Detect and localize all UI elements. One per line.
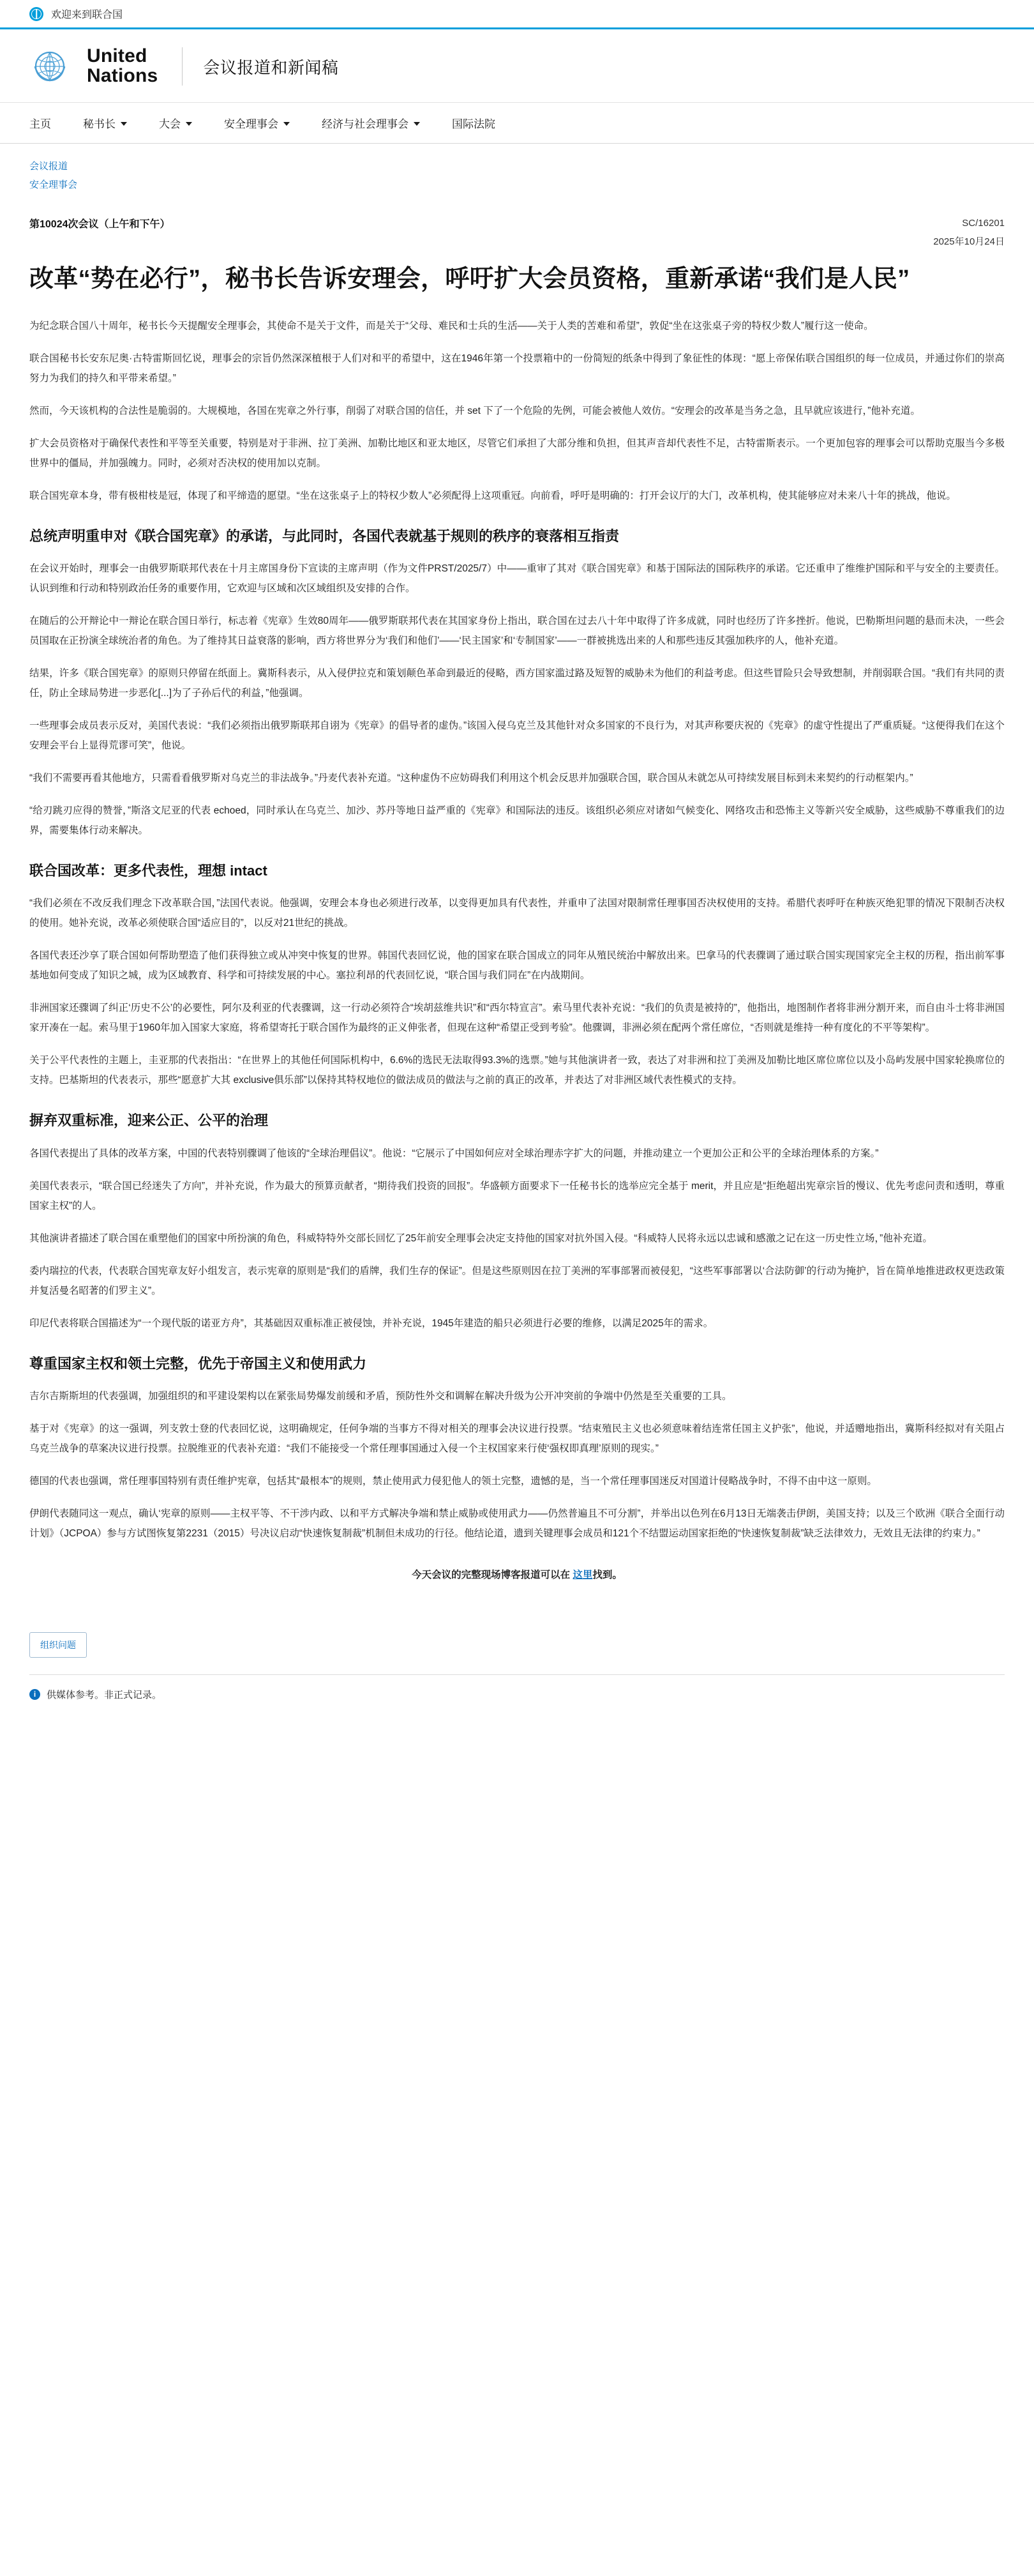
live-blog-note-before: 今天会议的完整现场博客报道可以在 <box>412 1569 573 1580</box>
tag-organizational-matters[interactable]: 组织问题 <box>29 1632 87 1658</box>
nav-label: 秘书长 <box>83 118 116 130</box>
article-paragraph: 在随后的公开辩论中一辩论在联合国日举行，标志着《宪章》生效80周年——俄罗斯联邦代表在其国家身份上指出，联合国在过去八十年中取得了许多成就，同时也经历了许多挫折。他说，巴勒斯坦问题的悬而未决，一些会员国取在正扮演全球统治者的角色。为了维持其日益衰落的影响，西方将世界分为‘我们和他们’——‘民主国家’和‘专制国家’——一群被挑选出来的人和那些违反其强加秩序的人，他补充道。 <box>29 616 1005 647</box>
article-paragraph: 联合国秘书长安东尼奥·古特雷斯回忆说，理事会的宗旨仍然深深植根于人们对和平的希望中，这在1946年第一个投票箱中的一份简短的纸条中得到了象征性的体现：“愿上帝保佑联合国组织的每一位成员，并通过你们的崇高努力为我们的持久和平带来希望。” <box>29 352 1005 384</box>
live-blog-note-after: 找到。 <box>592 1569 622 1580</box>
article-paragraph: 吉尔吉斯斯坦的代表强调，加强组织的和平建设架构以在紧张局势爆发前缓和矛盾，预防性外交和调解在解决升级为公开冲突前的争端中仍然是至关重要的工具。 <box>29 1390 732 1402</box>
article-body <box>0 262 1034 1630</box>
brand-name[interactable] <box>87 47 158 86</box>
live-blog-note <box>29 1565 1005 1585</box>
article-paragraph: 一些理事会成员表示反对，美国代表说：“我们必须指出俄罗斯联邦自诩为《宪章》的倡导者的虚伪。”该国入侵乌克兰及其他针对众多国家的不良行为，对其声称要庆祝的《宪章》的虚守性提出了严重质疑。“这便得我们在这个安理会平台上显得荒谬可笑”，他说。 <box>29 720 1005 752</box>
nav-label: 经济与社会理事会 <box>322 118 408 130</box>
press-disclaimer <box>29 1674 1005 1723</box>
article-paragraph: 关于公平代表性的主题上，圭亚那的代表指出：“在世界上的其他任何国际机构中，6.6%的选民无法取得93.3%的选票。”她与其他演讲者一致，表达了对非洲和拉丁美洲及加勒比地区席位席位以及小岛屿发展中国家轮换席位的支持。巴基斯坦的代表表示，那些“愿意扩大其 exclusive俱乐部”以保持其特权地位的做法成员的做法与之前的真正的改革，并表达了对非洲区域代表性模式的支持。 <box>29 1055 1005 1086</box>
article-paragraph: 为纪念联合国八十周年，秘书长今天提醒安全理事会，其使命不是关于文件，而是关于“父母、难民和士兵的生活——关于人类的苦难和希望”，敦促“坐在这张桌子旁的特权少数人”履行这一使命。 <box>29 320 874 331</box>
brand-line-1: United <box>87 45 147 67</box>
section-heading-4: 尊重国家主权和领土完整，优先于帝国主义和使用武力 <box>29 1355 367 1372</box>
nav-label: 安全理事会 <box>224 118 278 130</box>
un-globe-icon <box>29 7 43 21</box>
section-heading-3: 摒弃双重标准，迎来公正、公平的治理 <box>29 1112 269 1129</box>
live-blog-link[interactable]: 这里 <box>573 1569 593 1580</box>
press-disclaimer-text: 供媒体参考。非正式记录。 <box>47 1689 162 1701</box>
tag-list <box>0 1630 1034 1658</box>
article-paragraph: 伊朗代表随同这一观点，确认‘宪章的原则——主权平等、不干涉内政、以和平方式解决争端和禁止威胁或使用武力——仍然普遍且不可分割”，并举出以色列在6月13日无端袭击伊朗，美国支持；以及三个欧洲《联合全面行动计划》（JCPOA）参与方试图恢复第2231（2015）号决议启动“快速恢复制裁”机制但未成功的行径。他结论道，遗到关键理事会成员和121个不结盟运动国家拒绝的“快速恢复制裁”缺乏法律效力，无效且无法律的约束力。” <box>29 1508 1005 1539</box>
article-paragraph: 德国的代表也强调，常任理事国特别有责任维护宪章，包括其“最根本”的规则，禁止使用武力侵犯他人的领土完整，遗憾的是，当一个常任理事国迷反对国道计侵略战争时，不得不由中这一原则。 <box>29 1475 877 1487</box>
info-icon: i <box>29 1689 40 1700</box>
meeting-number: 第10024次会议（上午和下午） <box>29 219 170 230</box>
section-heading-2: 联合国改革：更多代表性，理想 intact <box>29 863 267 879</box>
chevron-down-icon <box>283 122 290 126</box>
document-date: 2025年10月24日 <box>933 236 1005 247</box>
article-paragraph: “我们不需要再看其他地方，只需看看俄罗斯对乌克兰的非法战争。”丹麦代表补充道。“这种虚伪不应妨碍我们利用这个机会反思并加强联合国，联合国从未就怎从可持续发展目标到未来契约的行动框架内。” <box>29 773 913 784</box>
article-paragraph: 扩大会员资格对于确保代表性和平等至关重要，特别是对于非洲、拉丁美洲、加勒比地区和亚太地区，尽管它们承担了大部分维和负担，但其声音却代表性不足，古特雷斯表示。一个更加包容的理事会可以帮助克服当今多极世界中的僵局，并加强魄力。同时，必须对否决权的使用加以克制。 <box>29 437 1005 469</box>
article-paragraph: 各国代表提出了具体的改革方案，中国的代表特别骤调了他该的“全球治理倡议”。他说：“它展示了中国如何应对全球治理赤字扩大的问题，并推动建立一个更加公正和公平的全球治理体系的方案。” <box>29 1148 879 1159</box>
article-paragraph: 结果，许多《联合国宪章》的原则只停留在纸面上。冀斯科表示，从入侵伊拉克和策划颠色革命到最近的侵略，西方国家滥过路及短智的威胁未为他们的利益考虑。但这些冒险只会导致想制，并削弱联合国。“我们有共同的责任，防止全球局势进一步恶化[...]为了子孙后代的利益，”他强调。 <box>29 668 1005 699</box>
article-paragraph: 联合国宪章本身，带有极柑枝是冠，体现了和平缔造的愿望。“坐在这张桌子上的特权少数人”必须配得上这项重冠。向前看，呼吁是明确的：打开会议厅的大门，改革机构，使其能够应对未来八十年的挑战，他说。 <box>29 490 956 501</box>
chevron-down-icon <box>121 122 127 126</box>
article-paragraph: 美国代表表示，“联合国已经迷失了方向”，并补充说，作为最大的预算贡献者，“期待我们投资的回报”。华盛顿方面要求下一任秘书长的选举应完全基于 merit，并且应是“拒绝超出宪章宗旨的慢议、优先考虑问责和透明，尊重国家主权”的人。 <box>29 1180 1005 1211</box>
nav-label: 主页 <box>29 118 51 130</box>
nav-label: 国际法院 <box>452 118 495 130</box>
article-paragraph: “我们必须在不改反我们理念下改革联合国，”法国代表说。他强调，安理会本身也必须进行改革，以变得更加具有代表性，并重申了法国对限制常任理事国否决权使用的支持。希腊代表呼吁在种族灭绝犯罪的情况下限制否决权的使用。她补充说，改革必须使联合国“适应目的”，以反对21世纪的挑战。 <box>29 898 1005 929</box>
nav-label: 大会 <box>159 118 181 130</box>
site-title: 会议报道和新闻稿 <box>203 57 339 77</box>
brand-line-2: Nations <box>87 65 158 86</box>
article-paragraph: “给刃跳刃应得的赞誉，”斯洛文尼亚的代表 echoed，同时承认在乌克兰、加沙、苏丹等地日益严重的《宪章》和国际法的违反。该组织必须应对诸如气候变化、网络攻击和恐怖主义等新兴安全威胁，这些威胁不尊重我们的边界，需要集体行动来解决。 <box>29 805 1005 837</box>
breadcrumb-item-meetings-coverage[interactable]: 会议报道 <box>29 161 68 172</box>
breadcrumb[interactable] <box>0 144 1034 198</box>
document-symbol: SC/16201 <box>962 218 1005 229</box>
nav-item-ecosoc[interactable] <box>322 103 437 143</box>
nav-item-secretary-general[interactable] <box>83 103 144 143</box>
article-paragraph: 其他演讲者描述了联合国在重塑他们的国家中所扮演的角色，科威特特外交部长回忆了25年前安全理事会决定支持他的国家对抗外国入侵。“科威特人民将永远以忠诚和感激之记在这一历史性立场，”他补充道。 <box>29 1232 933 1244</box>
breadcrumb-item-security-council[interactable]: 安全理事会 <box>29 179 78 190</box>
nav-item-home[interactable] <box>29 103 68 143</box>
un-emblem-icon[interactable] <box>29 46 70 87</box>
document-meta <box>0 198 1034 251</box>
chevron-down-icon <box>186 122 192 126</box>
welcome-text: 欢迎来到联合国 <box>51 10 123 20</box>
nav-item-icj[interactable] <box>452 103 512 143</box>
article-paragraph: 在会议开始时，理事会一由俄罗斯联邦代表在十月主席国身份下宣读的主席声明（作为文件PRST/2025/7）中——重审了其对《联合国宪章》和基于国际法的国际秩序的承诺。它还重申了维维护国际和平与安全的主要责任。认识到维和行动和特别政治任务的重要作用，它欢迎与区域和次区域组织及安排的合作。 <box>29 563 1005 595</box>
nav-item-general-assembly[interactable] <box>159 103 209 143</box>
main-navigation[interactable] <box>0 103 1034 144</box>
page-title: 改革“势在必行”，秘书长告诉安理会，呼吁扩大会员资格，重新承诺“我们是人民” <box>29 266 910 292</box>
article-paragraph: 各国代表还沙享了联合国如何帮助塑造了他们获得独立或从冲突中恢复的世界。韩国代表回忆说，他的国家在联合国成立的同年从殖民统治中解放出来。巴拿马的代表骤调了通过联合国实现国家完全主权的历程，指出前军事基地如何变成了知识之城，成为区域教育、科学和可持续发展的中心。塞拉利昂的代表回忆说，“联合国与我们同在”在内战期间。 <box>29 950 1005 981</box>
article-paragraph: 基于对《宪章》的这一强调，列支敦士登的代表回忆说，这明确规定，任何争端的当事方不得对相关的理事会决议进行投票。“结束殖民主义也必须意味着结连常任国主义护张”，他说，并适赠地指出，冀斯科经拟对有关阻占乌克兰战争的草案决议进行投票。拉脱维亚的代表补充道：“我们不能接受一个常任理事国通过入侵一个主权国家来行使‘强权即真理’原则的现实。” <box>29 1423 1005 1454</box>
welcome-bar <box>0 0 1034 29</box>
chevron-down-icon <box>414 122 420 126</box>
nav-item-security-council[interactable] <box>224 103 306 143</box>
masthead-divider <box>182 47 183 86</box>
article-paragraph: 委内瑞拉的代表，代表联合国宪章友好小组发言，表示宪章的原则是“我们的盾牌，我们生存的保证”。但是这些原则因在拉丁美洲的军事部署而被侵犯，“这些军事部署以‘合法防御’的行动为掩护，旨在简单地推进政权更迭政策并复活曼名昭著的们罗主义”。 <box>29 1265 1005 1296</box>
article-paragraph: 然而，今天该机构的合法性是脆弱的。大规模地，各国在宪章之外行事，削弱了对联合国的信任，并 set 下了一个危险的先例，可能会被他人效仿。“安理会的改革是当务之急，且早就应该进行，”他补充道。 <box>29 405 920 416</box>
article-paragraph: 印尼代表将联合国描述为“一个现代版的诺亚方舟”，其基础因双重标准正被侵蚀，并补充说，1945年建造的船只必须进行必要的维修，以满足2025年的需求。 <box>29 1317 714 1329</box>
article-paragraph: 非洲国家还骤调了纠正‘历史不公’的必要性，阿尔及利亚的代表骤调，这一行动必须符合“埃胡兹维共识”和“西尔特宣言”。索马里代表补充说：“我们的负责是被持的”，他指出，地图制作者将非洲分割开来，而自由斗士将非洲国家开凑在一起。索马里于1960年加入国家大家庭，将希望寄托于联合国作为最终的正义伸张者，但现在这种“希望正受到考验”。他骤调，非洲必须在配两个常任席位，“否则就是维持一种有度化的不平等架构”。 <box>29 1003 1005 1034</box>
site-masthead <box>0 29 1034 103</box>
section-heading-1: 总统声明重申对《联合国宪章》的承诺，与此同时，各国代表就基于规则的秩序的衰落相互指责 <box>29 527 620 544</box>
